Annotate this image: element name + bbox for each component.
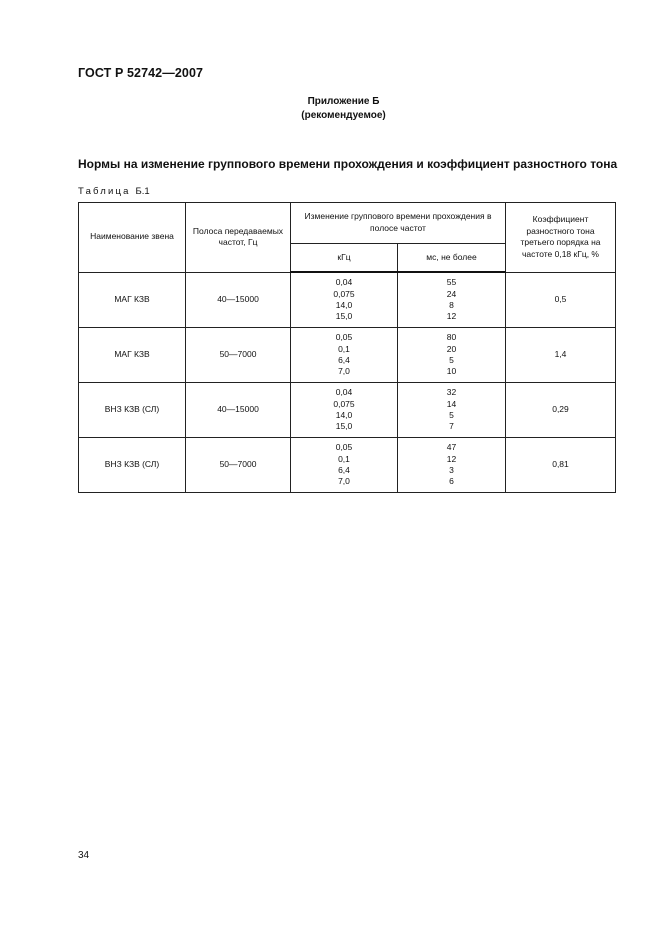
appendix-subtitle: (рекомендуемое) xyxy=(301,110,386,121)
cell-coefficient: 1,4 xyxy=(506,328,616,383)
cell-khz xyxy=(291,383,398,438)
ms-value: 14 xyxy=(446,398,457,409)
appendix-title: Приложение Б xyxy=(307,96,380,107)
section-title: Нормы на изменение группового времени прохождения и коэффициент разностного тона xyxy=(78,157,618,171)
ms-value: 7 xyxy=(449,421,454,432)
header-band: Полоса передаваемых частот, Гц xyxy=(186,203,291,273)
ms-value: 5 xyxy=(449,410,454,420)
khz-value: 7,0 xyxy=(338,366,350,377)
khz-value: 0,04 xyxy=(335,277,353,288)
cell-ms xyxy=(398,383,506,438)
khz-value: 14,0 xyxy=(335,410,353,420)
khz-value: 0,05 xyxy=(335,332,353,343)
page-number: 34 xyxy=(78,850,90,861)
norms-table xyxy=(78,202,616,493)
ms-value: 5 xyxy=(449,355,454,365)
cell-ms xyxy=(398,438,506,493)
ms-value: 12 xyxy=(446,311,457,322)
cell-name: ВНЗ КЗВ (СЛ) xyxy=(79,438,186,493)
ms-value: 55 xyxy=(446,277,457,288)
cell-name: ВНЗ КЗВ (СЛ) xyxy=(79,383,186,438)
table-caption xyxy=(78,186,150,197)
table-caption-number: Б.1 xyxy=(135,186,150,197)
table-row xyxy=(79,272,616,328)
header-coefficient: Коэффициент разностного тона третьего порядка на частоте 0,18 кГц, % xyxy=(506,203,616,273)
ms-value: 20 xyxy=(446,343,457,354)
ms-value: 32 xyxy=(446,387,457,398)
ms-value: 8 xyxy=(449,300,454,310)
cell-coefficient: 0,29 xyxy=(506,383,616,438)
khz-value: 0,1 xyxy=(338,343,350,354)
ms-value: 10 xyxy=(446,366,457,377)
ms-value: 24 xyxy=(446,288,457,299)
cell-band: 40—15000 xyxy=(186,272,291,328)
khz-value: 7,0 xyxy=(338,476,350,487)
header-delay-change: Изменение группового времени прохождения в полосе частот xyxy=(291,203,506,244)
khz-value: 0,075 xyxy=(333,398,355,409)
khz-value: 0,04 xyxy=(335,387,353,398)
table-row xyxy=(79,328,616,383)
cell-name: МАГ КЗВ xyxy=(79,272,186,328)
header-name: Наименование звена xyxy=(79,203,186,273)
cell-khz xyxy=(291,272,398,328)
ms-value: 6 xyxy=(449,476,454,487)
ms-value: 3 xyxy=(449,465,454,475)
cell-ms xyxy=(398,272,506,328)
table-row xyxy=(79,438,616,493)
cell-coefficient: 0,5 xyxy=(506,272,616,328)
cell-khz xyxy=(291,438,398,493)
cell-band: 50—7000 xyxy=(186,328,291,383)
ms-value: 80 xyxy=(446,332,457,343)
cell-coefficient: 0,81 xyxy=(506,438,616,493)
document-id: ГОСТ Р 52742—2007 xyxy=(78,66,204,80)
cell-band: 40—15000 xyxy=(186,383,291,438)
khz-value: 15,0 xyxy=(335,311,353,322)
table-row xyxy=(79,383,616,438)
cell-band: 50—7000 xyxy=(186,438,291,493)
table-caption-prefix: Таблица xyxy=(78,186,131,197)
khz-value: 0,05 xyxy=(335,442,353,453)
khz-value: 15,0 xyxy=(335,421,353,432)
cell-khz xyxy=(291,328,398,383)
ms-value: 12 xyxy=(446,453,457,464)
cell-name: МАГ КЗВ xyxy=(79,328,186,383)
header-khz: кГц xyxy=(291,244,398,273)
khz-value: 0,1 xyxy=(338,453,350,464)
ms-value: 47 xyxy=(446,442,457,453)
khz-value: 6,4 xyxy=(338,465,350,475)
khz-value: 14,0 xyxy=(335,300,353,310)
cell-ms xyxy=(398,328,506,383)
khz-value: 6,4 xyxy=(338,355,350,365)
khz-value: 0,075 xyxy=(333,288,355,299)
header-ms: мс, не более xyxy=(398,244,506,273)
